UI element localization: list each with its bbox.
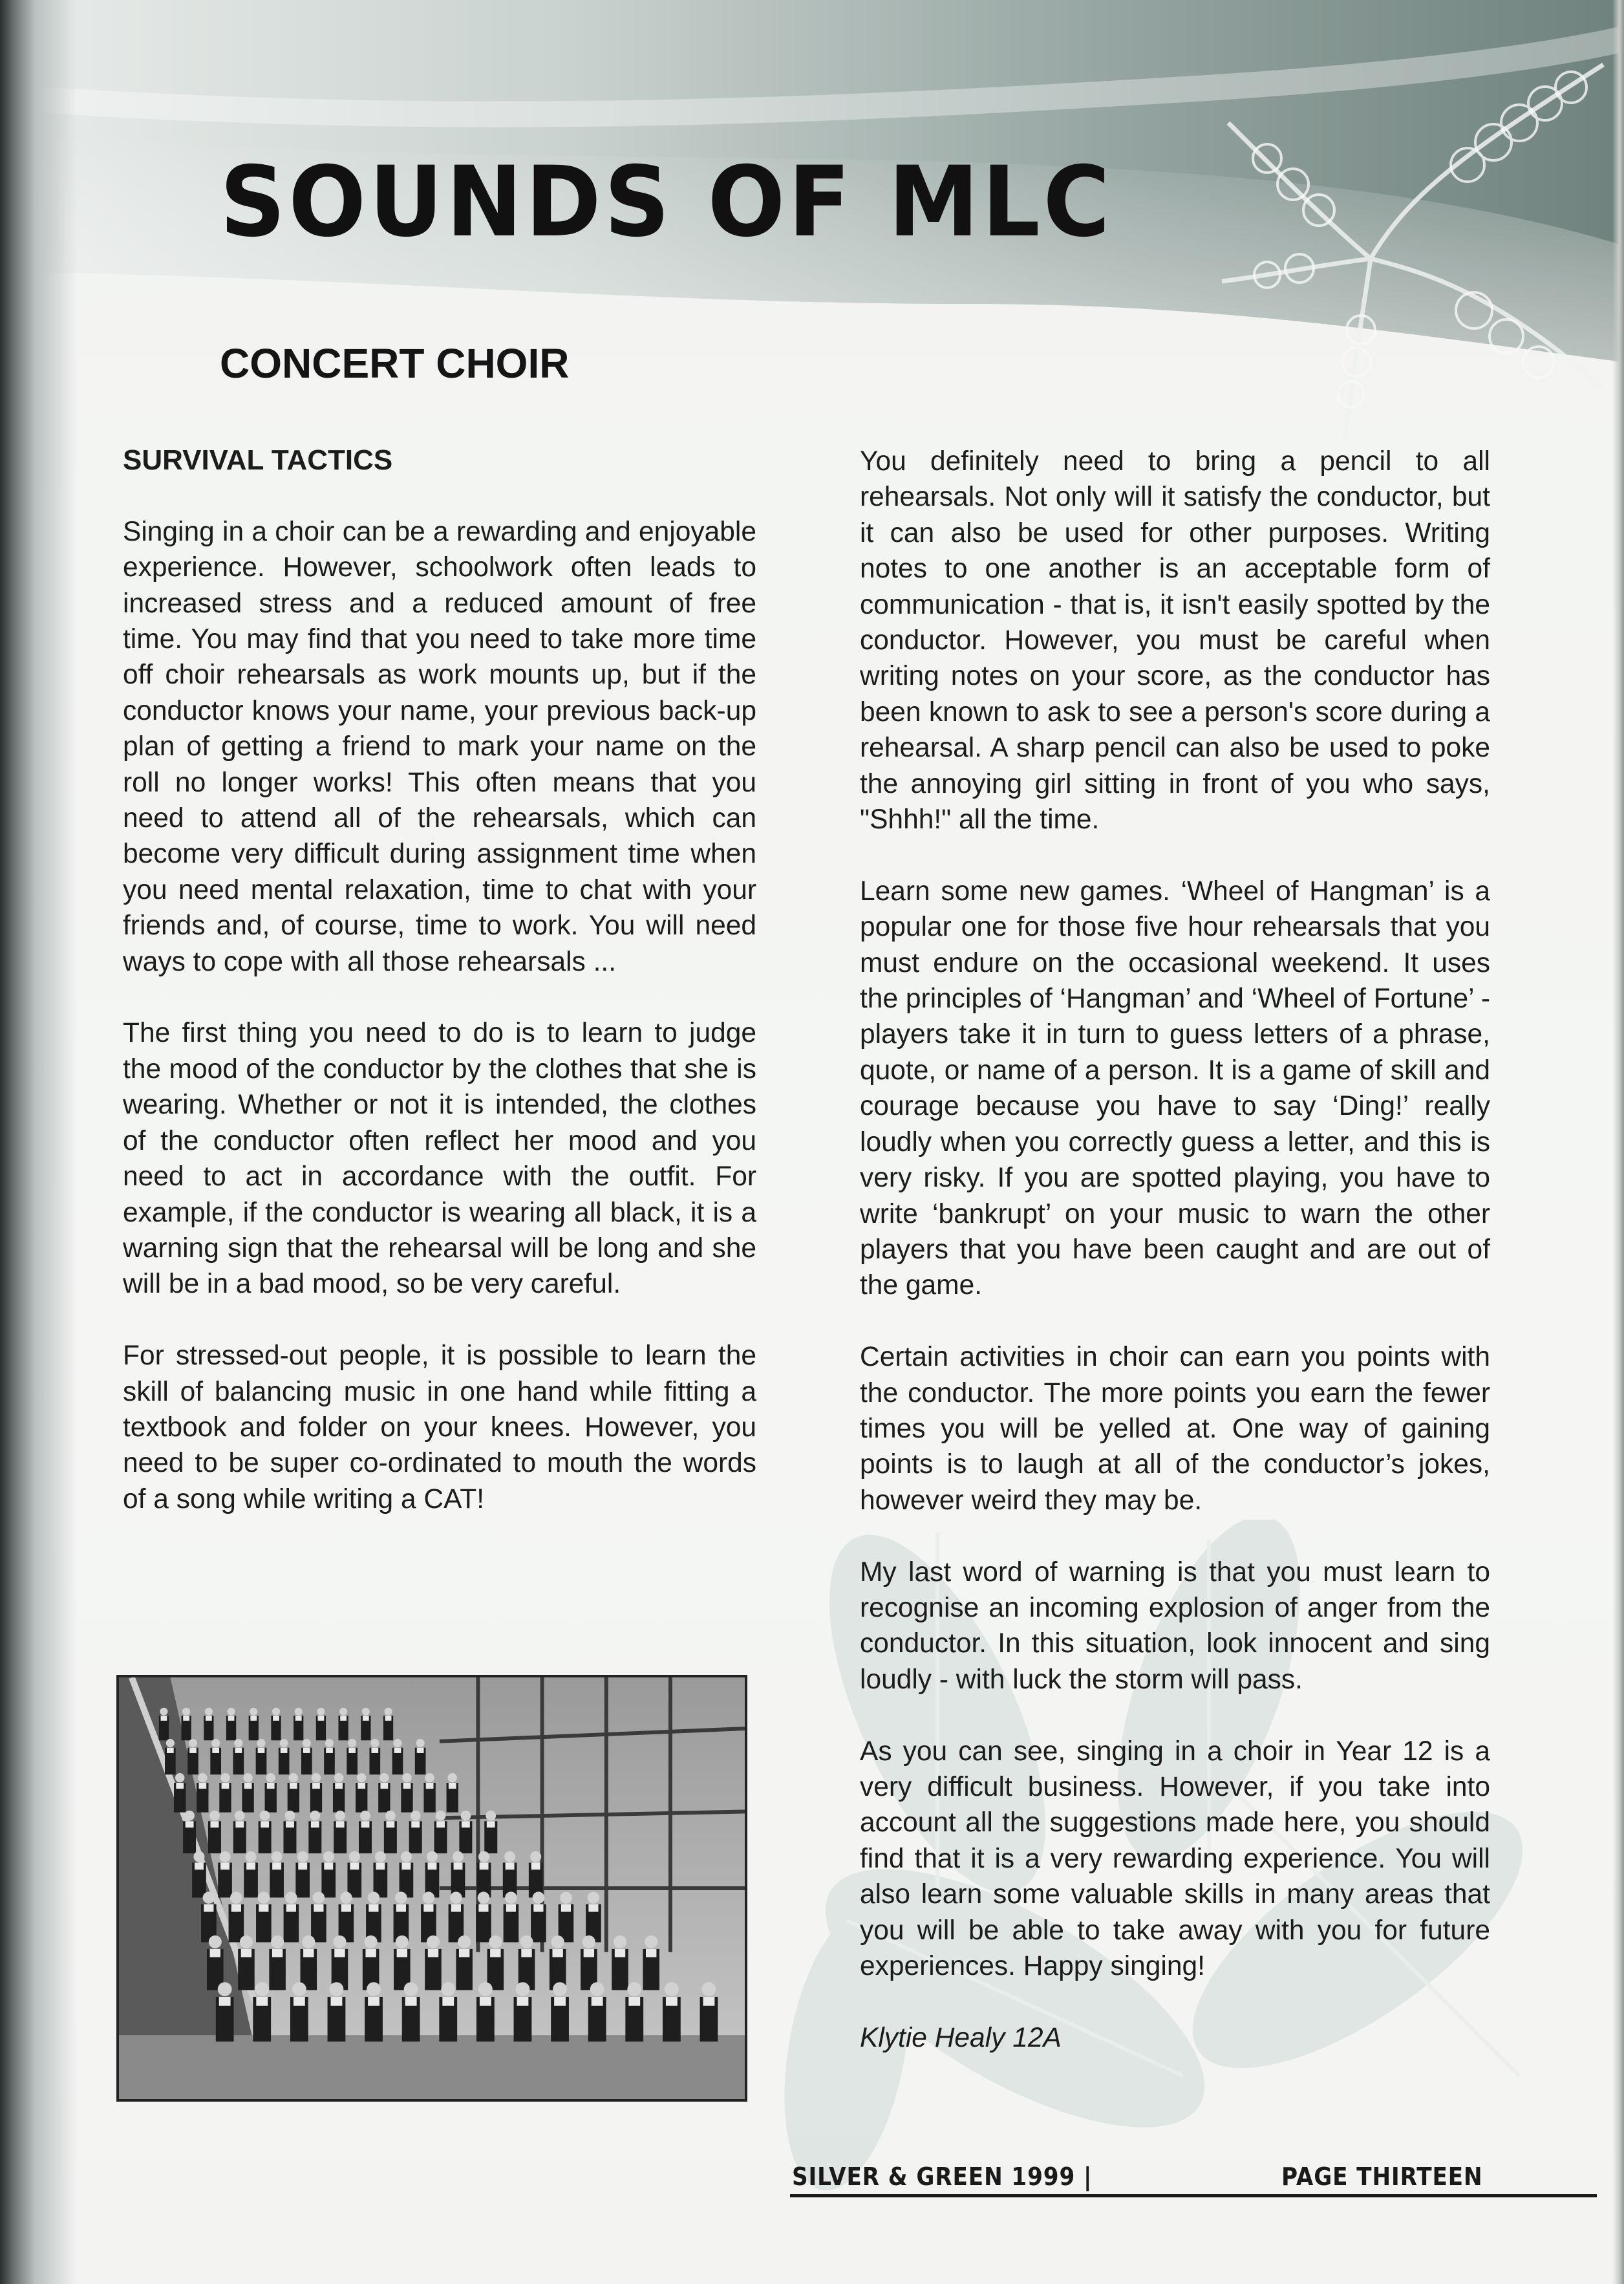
choir-member-collar [235, 1821, 244, 1827]
choir-member-collar [442, 1997, 454, 2006]
choir-member-collar [615, 1949, 625, 1957]
choir-member-collar [533, 1904, 543, 1912]
choir-member-collar [311, 1821, 319, 1827]
choir-member-head [220, 1773, 230, 1782]
choir-member-collar [348, 1748, 356, 1753]
choir-member-head [303, 1739, 311, 1747]
choir-member-head [370, 1739, 379, 1747]
choir-photo [116, 1675, 747, 2102]
choir-member-head [458, 1935, 471, 1948]
choir-member-head [551, 1935, 564, 1948]
choir-member-head [357, 1773, 366, 1782]
choir-member-head [702, 1982, 716, 1996]
choir-member-collar [584, 1949, 594, 1957]
publication-name: SILVER & GREEN 1999 | [792, 2162, 1093, 2191]
choir-member-head [505, 1891, 517, 1903]
choir-member-collar [211, 1821, 219, 1827]
choir-member-head [330, 1982, 344, 1996]
choir-member-head [590, 1982, 604, 1996]
paragraph: Singing in a choir can be a rewarding and enjoyable experience. However, schoolwork often leads to increased stress and a reduced amount of free time. You may find that you need to take more time off choir rehearsals as work mounts up, but if the conductor knows your name, your previous back-up plan of getting a friend to mark your name on the roll no longer works! This often means that you need to attend all of the rehearsals, which can become very difficult during assignment time when you need mental relaxation, time to chat with your friends and, of course, time to work. You will need ways to cope with all those rehearsals ... [123, 516, 756, 977]
choir-member-collar [189, 1748, 197, 1753]
choir-member-head [160, 1708, 167, 1716]
choir-member-head [478, 1891, 490, 1903]
choir-member-head [588, 1891, 600, 1903]
choir-member-head [272, 1708, 280, 1716]
choir-member-collar [350, 1862, 359, 1869]
choir-member-head [193, 1851, 204, 1862]
choir-member-collar [183, 1716, 189, 1721]
choir-member-head [230, 1891, 242, 1903]
choir-member-head [340, 1891, 352, 1903]
choir-member-collar [340, 1716, 347, 1721]
choir-member-collar [506, 1862, 515, 1869]
choir-member-head [441, 1982, 455, 1996]
choir-member-collar [588, 1904, 598, 1912]
choir-member-head [184, 1811, 195, 1821]
choir-member-head [205, 1708, 213, 1716]
choir-member-head [360, 1811, 370, 1821]
choir-member-collar [281, 1748, 288, 1753]
choir-member-head [489, 1935, 502, 1948]
choir-photo-image [119, 1677, 745, 2099]
article-subheading: SURVIVAL TACTICS [123, 444, 393, 476]
choir-member-collar [161, 1716, 167, 1721]
footer-rule [790, 2194, 1597, 2197]
choir-member-head [334, 1773, 343, 1782]
choir-member-head [325, 1739, 334, 1747]
choir-member-collar [258, 1748, 265, 1753]
choir-member-collar [303, 1949, 314, 1957]
choir-member-head [255, 1982, 269, 1996]
choir-member-collar [295, 1716, 302, 1721]
choir-member-collar [358, 1783, 365, 1789]
paragraph: For stressed-out people, it is possible to learn the skill of balancing music in one hand while fitting a textbook and folder on your knees. However, you need to be super co-ordinated to mouth the words of a song while writing a CAT! [123, 1341, 756, 1514]
article-column-left [123, 442, 756, 1553]
page-title: SOUNDS OF MLC [220, 146, 1113, 259]
choir-member-head [228, 1708, 235, 1716]
choir-member-collar [517, 1997, 529, 2006]
choir-member-collar [369, 1904, 378, 1912]
choir-member-collar [220, 1862, 230, 1869]
choir-member-head [235, 1811, 245, 1821]
choir-member-head [375, 1851, 386, 1862]
choir-member-head [250, 1708, 257, 1716]
choir-member-head [614, 1935, 626, 1948]
choir-member-head [280, 1739, 288, 1747]
choir-member-collar [521, 1949, 531, 1957]
paragraph: My last word of warning is that you must learn to recognise an incoming explosion of anger from the conductor. In this situation, look innocent and sing loudly - with luck the storm will pass. [860, 1557, 1490, 1695]
choir-member-collar [273, 1716, 279, 1721]
choir-member-collar [210, 1949, 220, 1957]
choir-member-head [448, 1773, 457, 1782]
choir-member-collar [294, 1997, 305, 2006]
choir-member-head [478, 1982, 493, 1996]
choir-member-collar [222, 1783, 230, 1789]
choir-member-collar [167, 1748, 174, 1753]
choir-member-collar [326, 1748, 333, 1753]
choir-member-collar [267, 1783, 275, 1789]
choir-member-collar [371, 1748, 378, 1753]
choir-member-collar [401, 1862, 411, 1869]
choir-member-head [271, 1935, 284, 1948]
choir-member-head [175, 1773, 184, 1782]
choir-member-collar [454, 1862, 463, 1869]
choir-member-head [453, 1851, 464, 1862]
choir-member-head [302, 1935, 315, 1948]
choir-member-head [349, 1851, 360, 1862]
choir-member-head [333, 1935, 346, 1948]
choir-member-head [645, 1935, 657, 1948]
choir-member-collar [231, 1904, 241, 1912]
choir-member-head [416, 1739, 425, 1747]
paragraph: As you can see, singing in a choir in Year 12 is a very difficult business. However, if you take into account all the suggestions made here, you should find that it is a very rewarding experience. You will also learn some valuable skills in many areas that you will be able to take away with you for future experiences. Happy singing! [860, 1736, 1490, 1981]
choir-member-collar [480, 1862, 489, 1869]
choir-member-collar [314, 1904, 323, 1912]
choir-member-collar [386, 1821, 394, 1827]
choir-member-head [425, 1773, 434, 1782]
choir-member-head [209, 1935, 222, 1948]
choir-member-head [240, 1935, 253, 1948]
choir-member-head [257, 1739, 265, 1747]
choir-member-head [385, 1811, 396, 1821]
choir-member-head [323, 1851, 334, 1862]
choir-member-collar [703, 1997, 715, 2006]
choir-member-collar [411, 1821, 420, 1827]
choir-member-head [504, 1851, 515, 1862]
choir-member-head [189, 1739, 197, 1747]
choir-member-head [553, 1982, 567, 1996]
choir-member-head [533, 1891, 545, 1903]
choir-member-head [234, 1739, 242, 1747]
choir-member-collar [298, 1862, 307, 1869]
choir-member-head [266, 1773, 275, 1782]
choir-member-collar [331, 1997, 343, 2006]
choir-member-collar [396, 1904, 406, 1912]
choir-member-head [627, 1982, 641, 1996]
choir-member-head [339, 1708, 347, 1716]
choir-member-head [182, 1708, 190, 1716]
paragraph: Certain activities in choir can earn you points with the conductor. The more points you earn the fewer times you will be yelled at. One way of gaining points is to laugh at all of the conductor’s jokes, however weird they may be. [860, 1342, 1490, 1516]
choir-member-collar [376, 1862, 385, 1869]
choir-member-head [348, 1739, 356, 1747]
choir-member-head [312, 1773, 321, 1782]
choir-member-collar [426, 1783, 434, 1789]
choir-member-collar [318, 1716, 325, 1721]
paragraph: Learn some new games. ‘Wheel of Hangman’ is a popular one for those five hour rehearsals that you must endure on the occasional weekend. It uses the principles of ‘Hangman’ and ‘Wheel of Fortune’ - players take it in turn to guess letters of a phrase, quote, or name of a person. It is a game of skill and courage because you have to say ‘Ding!’ really loudly when you correctly guess a letter, and this is very risky. If you are spotted playing, you have to write ‘bankrupt’ on your music to warn the other players that you have been caught and are out of the game. [860, 876, 1490, 1301]
article-column-right [860, 444, 1490, 2092]
author-signature: Klytie Healy 12A [860, 2022, 1062, 2053]
section-title: CONCERT CHOIR [220, 340, 570, 387]
choir-member-collar [334, 1949, 345, 1957]
choir-member-collar [250, 1716, 257, 1721]
choir-member-collar [666, 1997, 678, 2006]
choir-member-head [368, 1891, 380, 1903]
choir-member-collar [256, 1997, 268, 2006]
choir-member-collar [506, 1904, 516, 1912]
choir-member-head [393, 1739, 401, 1747]
paragraph: The first thing you need to do is to learn to judge the mood of the conductor by the clothes that she is wearing. Whether or not it is intended, the clothes of the conductor often reflect her mood and you need to act in accordance with the outfit. For example, if the conductor is wearing all black, it is a warning sign that the rehearsal will be long and she will be in a bad mood, so be very careful. [123, 1018, 756, 1300]
choir-member-collar [552, 1949, 562, 1957]
choir-member-head [436, 1811, 446, 1821]
choir-member-collar [219, 1997, 231, 2006]
choir-member-head [317, 1708, 325, 1716]
choir-member-collar [462, 1821, 470, 1827]
choir-member-head [243, 1773, 252, 1782]
choir-member-collar [380, 1783, 388, 1789]
choir-member-collar [405, 1997, 417, 2006]
choir-member-head [402, 1773, 411, 1782]
choir-member-head [582, 1935, 595, 1948]
choir-member-head [395, 1891, 407, 1903]
choir-member-collar [198, 1783, 206, 1789]
choir-member-head [396, 1935, 409, 1948]
choir-member-collar [261, 1821, 269, 1827]
choir-member-collar [394, 1748, 401, 1753]
choir-member-collar [186, 1821, 194, 1827]
choir-member-head [313, 1891, 325, 1903]
choir-member-head [285, 1811, 295, 1821]
choir-member-collar [365, 1949, 376, 1957]
choir-member-head [292, 1982, 306, 1996]
choir-member-collar [341, 1904, 351, 1912]
choir-member-collar [312, 1783, 320, 1789]
choir-member-collar [335, 1783, 343, 1789]
choir-member-collar [554, 1997, 566, 2006]
choir-member-collar [561, 1904, 571, 1912]
paragraph: You definitely need to bring a pencil to all rehearsals. Not only will it satisfy the conductor, but it can also be used for other purposes. Writing notes to one another is an acceptable form of communication - that is, it isn't easily spotted by the conductor. However, you must be careful when writing notes on your score, as the conductor has been known to ask to see a person's score during a rehearsal. A sharp pencil can also be used to poke the annoying girl sitting in front of you who says, "Shhh!" all the time. [860, 446, 1490, 835]
choir-member-collar [397, 1949, 407, 1957]
choir-member-head [218, 1982, 232, 1996]
choir-member-collar [368, 1997, 379, 2006]
choir-member-head [365, 1935, 378, 1948]
choir-member-head [367, 1982, 381, 1996]
choir-member-collar [385, 1716, 392, 1721]
choir-member-head [461, 1811, 471, 1821]
choir-member-collar [290, 1783, 297, 1789]
choir-member-head [362, 1708, 370, 1716]
choir-member-head [203, 1891, 215, 1903]
choir-member-collar [459, 1949, 469, 1957]
choir-member-head [404, 1982, 418, 1996]
choir-member-collar [592, 1997, 603, 2006]
choir-member-head [516, 1982, 530, 1996]
choir-member-collar [478, 1904, 488, 1912]
page-number: PAGE THIRTEEN [1281, 2162, 1483, 2191]
choir-member-collar [487, 1821, 495, 1827]
choir-member-head [560, 1891, 572, 1903]
choir-member-head [258, 1891, 270, 1903]
choir-member-collar [244, 1783, 252, 1789]
choir-member-collar [451, 1904, 461, 1912]
choir-member-head [530, 1851, 541, 1862]
choir-member-collar [195, 1862, 204, 1869]
choir-member-head [289, 1773, 298, 1782]
choir-member-head [166, 1739, 175, 1747]
choir-member-collar [403, 1783, 411, 1789]
choir-member-collar [628, 1997, 640, 2006]
choir-member-collar [490, 1949, 500, 1957]
choir-member-head [295, 1708, 303, 1716]
choir-member-collar [324, 1862, 333, 1869]
choir-member-collar [436, 1821, 445, 1827]
choir-member-head [211, 1739, 220, 1747]
choir-member-collar [417, 1748, 424, 1753]
choir-member-head [401, 1851, 412, 1862]
choir-member-collar [427, 1862, 436, 1869]
choir-member-head [665, 1982, 679, 1996]
choir-member-head [285, 1891, 297, 1903]
choir-member-collar [176, 1783, 184, 1789]
choir-member-collar [272, 1862, 281, 1869]
choir-member-collar [241, 1949, 251, 1957]
choir-member-head [220, 1851, 231, 1862]
binding-shadow [0, 0, 78, 2284]
choir-member-head [411, 1811, 421, 1821]
choir-member-head [310, 1811, 320, 1821]
choir-member-head [335, 1811, 345, 1821]
choir-member-collar [204, 1904, 213, 1912]
choir-member-head [246, 1851, 257, 1862]
choir-member-collar [531, 1862, 540, 1869]
choir-member-head [423, 1891, 435, 1903]
choir-member-head [272, 1851, 283, 1862]
choir-member-collar [303, 1748, 310, 1753]
choir-member-head [486, 1811, 496, 1821]
choir-member-head [478, 1851, 489, 1862]
choir-member-head [520, 1935, 533, 1948]
choir-member-collar [286, 1904, 296, 1912]
choir-member-collar [206, 1716, 212, 1721]
choir-member-collar [235, 1748, 242, 1753]
choir-member-collar [480, 1997, 491, 2006]
fern-star-icon [1215, 26, 1616, 446]
choir-member-collar [272, 1949, 283, 1957]
choir-member-head [379, 1773, 389, 1782]
choir-member-head [450, 1891, 462, 1903]
choir-member-collar [228, 1716, 235, 1721]
choir-member-collar [361, 1821, 370, 1827]
choir-member-head [427, 1935, 440, 1948]
choir-member-collar [336, 1821, 345, 1827]
choir-member-collar [428, 1949, 438, 1957]
page-footer [790, 2157, 1597, 2195]
choir-member-head [198, 1773, 207, 1782]
choir-member-collar [212, 1748, 219, 1753]
choir-member-head [260, 1811, 270, 1821]
choir-member-head [209, 1811, 220, 1821]
choir-member-collar [423, 1904, 433, 1912]
choir-member-collar [259, 1904, 268, 1912]
choir-member-collar [286, 1821, 294, 1827]
choir-member-head [297, 1851, 308, 1862]
choir-member-collar [646, 1949, 656, 1957]
choir-member-head [427, 1851, 438, 1862]
choir-member-collar [246, 1862, 255, 1869]
choir-member-head [385, 1708, 392, 1716]
choir-member-collar [449, 1783, 456, 1789]
choir-member-collar [363, 1716, 369, 1721]
